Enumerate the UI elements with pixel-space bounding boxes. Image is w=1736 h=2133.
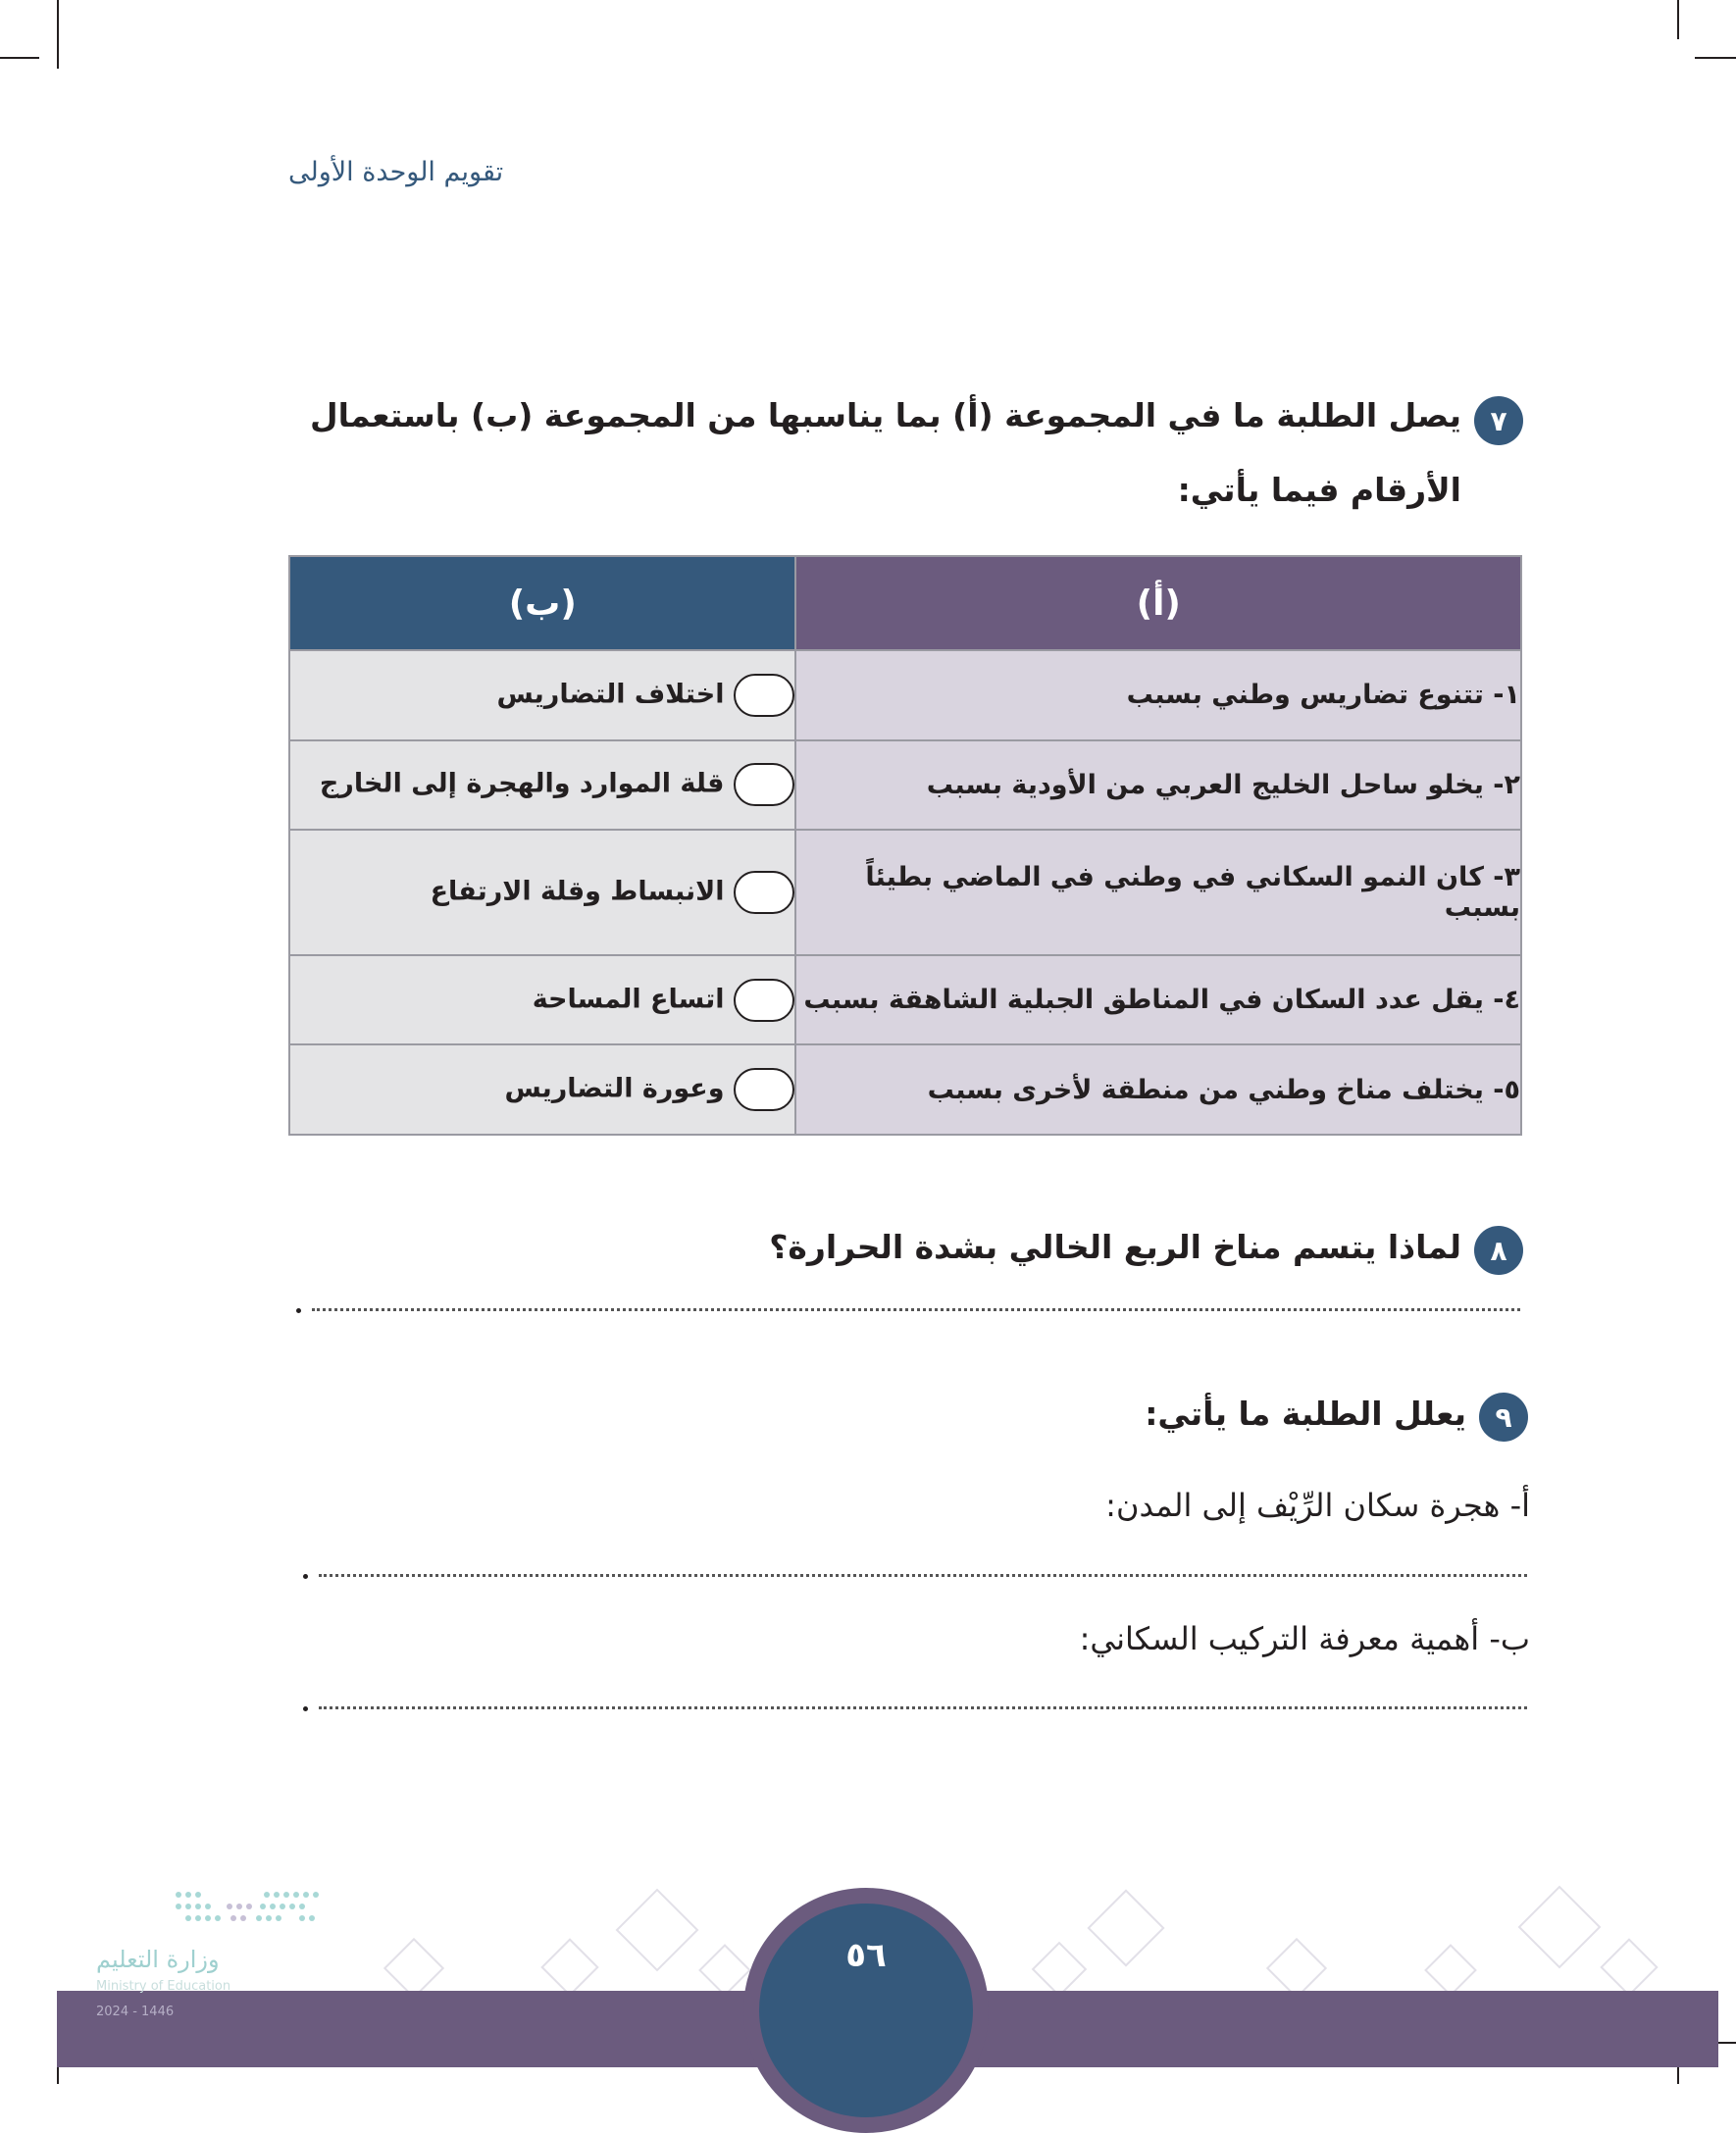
decorative-diamond <box>540 1938 598 1996</box>
crop-mark <box>1695 57 1736 59</box>
question-8-badge: ٨ <box>1474 1226 1523 1275</box>
answer-line-q8[interactable] <box>312 1308 1520 1311</box>
question-9b-text: ب- أهمية معرفة التركيب السكاني: <box>1079 1620 1530 1657</box>
answer-bubble-input[interactable] <box>734 763 794 806</box>
question-7-line2: الأرقام فيما يأتي: <box>1177 471 1461 509</box>
statement-cell: ٢- يخلو ساحل الخليج العربي من الأودية بسبب <box>795 740 1521 831</box>
answer-bubble-input[interactable] <box>734 979 794 1022</box>
decorative-diamond <box>1518 1886 1602 1969</box>
answer-label: اتساع المساحة <box>532 984 725 1015</box>
answer-line-q9a[interactable] <box>319 1574 1527 1577</box>
answer-bubble-input[interactable] <box>734 1068 794 1111</box>
decorative-diamond <box>698 1944 751 1997</box>
table-row <box>289 955 1521 1045</box>
answer-label: وعورة التضاريس <box>504 1073 725 1104</box>
answer-label: الانبساط وقلة الارتفاع <box>430 876 725 907</box>
table-row <box>289 650 1521 740</box>
decorative-diamond <box>1266 1938 1327 1999</box>
table-row <box>289 740 1521 831</box>
question-8-text: لماذا يتسم مناخ الربع الخالي بشدة الحرارة؟ <box>769 1228 1461 1266</box>
question-9-text: يعلل الطلبة ما يأتي: <box>1145 1395 1466 1433</box>
question-9-badge: ٩ <box>1479 1393 1528 1442</box>
statement-cell: ٣- كان النمو السكاني في وطني في الماضي بطيئاً بسبب <box>795 830 1521 954</box>
statement-cell: ٥- يختلف مناخ وطني من منطقة لأخرى بسبب <box>795 1044 1521 1135</box>
crop-mark <box>1677 0 1679 39</box>
answer-line-end-dot <box>296 1308 301 1313</box>
answer-label: قلة الموارد والهجرة إلى الخارج <box>319 768 725 799</box>
answer-cell <box>289 740 795 831</box>
answer-bubble-input[interactable] <box>734 871 794 914</box>
answer-cell <box>289 830 795 954</box>
page-number: ٥٦ <box>759 1904 973 2117</box>
decorative-diamond <box>1087 1889 1164 1966</box>
edition-year: 2024 - 1446 <box>96 2005 175 2019</box>
answer-cell <box>289 1044 795 1135</box>
answer-line-q9b[interactable] <box>319 1706 1527 1709</box>
question-7-badge: ٧ <box>1474 396 1523 445</box>
column-a-header: (أ) <box>795 556 1521 650</box>
table-row <box>289 830 1521 954</box>
crop-mark <box>57 0 59 69</box>
decorative-diamond <box>1032 1942 1088 1998</box>
table-row <box>289 1044 1521 1135</box>
statement-cell: ٤- يقل عدد السكان في المناطق الجبلية الشاهقة بسبب <box>795 955 1521 1045</box>
decorative-diamond <box>616 1889 699 1972</box>
unit-review-title: تقويم الوحدة الأولى <box>288 157 504 187</box>
answer-label: اختلاف التضاريس <box>496 679 725 710</box>
answer-cell <box>289 955 795 1045</box>
answer-bubble-input[interactable] <box>734 674 794 717</box>
statement-cell: ١- تتنوع تضاريس وطني بسبب <box>795 650 1521 740</box>
ministry-name-arabic: وزارة التعليم <box>96 1946 220 1973</box>
decorative-diamond <box>1424 1944 1477 1997</box>
answer-cell <box>289 650 795 740</box>
question-9a-text: أ- هجرة سكان الرِّيْف إلى المدن: <box>1105 1487 1530 1524</box>
column-b-header: (ب) <box>289 556 795 650</box>
ministry-name-english: Ministry of Education <box>96 1979 231 1994</box>
answer-line-end-dot <box>303 1706 308 1711</box>
decorative-diamond <box>383 1938 444 1999</box>
ministry-logo-icon <box>169 1885 322 1934</box>
crop-mark <box>0 57 39 59</box>
table-header-row <box>289 556 1521 650</box>
answer-line-end-dot <box>303 1574 308 1579</box>
decorative-diamond <box>1600 1938 1658 1996</box>
matching-table <box>288 555 1522 1136</box>
question-7-line1: يصل الطلبة ما في المجموعة (أ) بما يناسبها من المجموعة (ب) باستعمال <box>310 396 1461 434</box>
